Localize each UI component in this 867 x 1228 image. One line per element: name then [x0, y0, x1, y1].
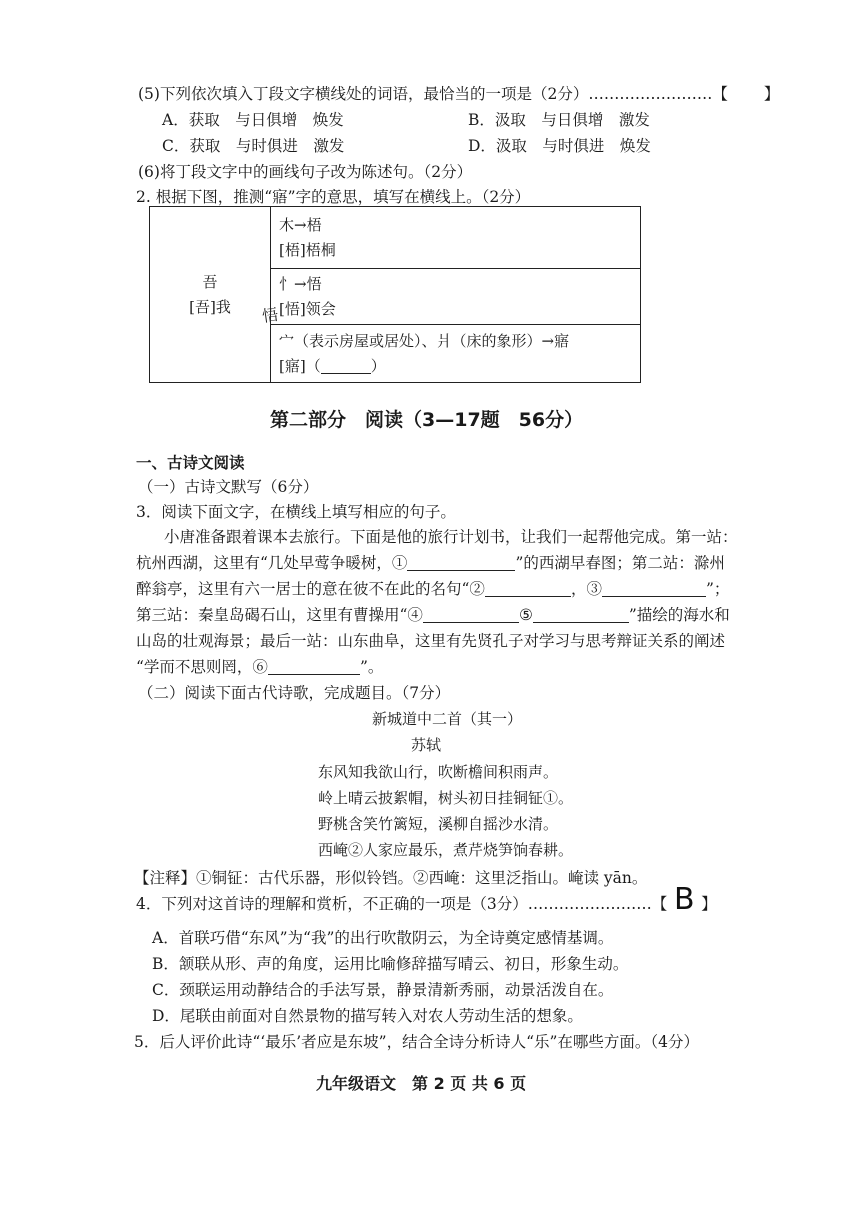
row1-meaning: [梧]梧桐: [279, 240, 336, 259]
q3-text-3a: 醉翁亭，这里有六一居士的意在彼不在此的名句“②: [136, 580, 485, 598]
q3-stem: 3．阅读下面文字，在横线上填写相应的句子。: [136, 503, 456, 521]
q3-text-4c: ”描绘的海水和: [628, 606, 730, 624]
q3-text-2a: 杭州西湖，这里有“几处早莺争暖树，①: [136, 554, 408, 572]
section-1-2-heading: （二）阅读下面古代诗歌，完成题目。（7分）: [138, 684, 451, 702]
row3-meaning-close: ）: [370, 356, 386, 375]
blank-3[interactable]: [602, 580, 706, 597]
table-left-char: 吾: [202, 272, 218, 291]
q4-option-b: B．颔联从形、声的角度，运用比喻修辞描写晴云、初日，形象生动。: [152, 955, 629, 973]
page-footer: 九年级语文 第 2 页 共 6 页: [316, 1074, 527, 1093]
q3-para-line-4: [136, 603, 730, 625]
q3-text-3b: ，③: [570, 580, 602, 598]
q3-text-6b: ”。: [359, 658, 384, 676]
row3-formation: 宀（表示房屋或居处）、爿（床的象形）→寤: [279, 331, 570, 350]
q4-option-c: C．颈联运用动静结合的手法写景，静景清新秀丽，动景活泼自在。: [152, 981, 614, 999]
q5-option-b: B．汲取 与日俱增 激发: [468, 111, 650, 129]
q3-text-6a: “学而不思则罔，⑥: [136, 658, 268, 676]
poem-line-1: 东风知我欲山行，吹断檐间积雨声。: [318, 763, 559, 781]
part2-heading: 第二部分 阅读（3—17题 56分）: [270, 409, 584, 431]
poem-line-3: 野桃含笑竹篱短，溪柳自摇沙水清。: [318, 815, 559, 833]
q5-option-a: A．获取 与日俱增 焕发: [162, 111, 344, 129]
poem-line-4: 西崦②人家应最乐，煮芹烧笋饷春耕。: [318, 841, 574, 859]
q3-para-line-6: [136, 655, 383, 677]
q4-dots: ……………………: [527, 895, 652, 913]
blank-4[interactable]: [423, 606, 519, 623]
handwritten-scribble: 悟: [260, 304, 280, 327]
table-row-3: [271, 325, 641, 383]
q5-bracket-close: 】: [763, 85, 780, 103]
q3-para-line-1: 小唐准备跟着课本去旅行。下面是他的旅行计划书，让我们一起帮他完成。第一站：: [164, 528, 738, 546]
blank-5[interactable]: [533, 606, 629, 623]
blank-2[interactable]: [485, 580, 571, 597]
table-left-meaning: [吾]我: [189, 297, 231, 316]
table-row-2: [271, 269, 641, 325]
q3-text-3c: ”；: [705, 580, 730, 598]
q3-text-2b: ”的西湖早春图；第二站：滁州: [515, 554, 725, 572]
poem-line-2: 岭上晴云披絮帽，树头初日挂铜钲①。: [318, 789, 574, 807]
row3-meaning-line: [279, 354, 632, 379]
q4-option-a: A．首联巧借“东风”为“我”的出行吹散阴云，为全诗奠定感情基调。: [152, 929, 614, 947]
poem-author: 苏轼: [411, 736, 442, 754]
q6-stem: (6)将丁段文字中的画线句子改为陈述句。（2分）: [138, 163, 473, 181]
blank-6[interactable]: [268, 658, 360, 675]
q4-stem: 4．下列对这首诗的理解和赏析，不正确的一项是（3分）: [136, 895, 528, 913]
q3-para-line-3: [136, 577, 729, 599]
q4-bracket-open: 【: [651, 895, 668, 913]
section-1-1-heading: （一）古诗文默写（6分）: [138, 478, 319, 496]
q5-option-d: D．汲取 与时俱进 焕发: [468, 137, 651, 155]
q5-option-c: C．获取 与时俱进 激发: [162, 137, 345, 155]
section-1-heading: 一、古诗文阅读: [136, 453, 245, 472]
q5-bracket-open: 【: [712, 85, 728, 103]
q5-analysis-stem: 5．后人评价此诗“‘最乐’者应是东坡”，结合全诗分析诗人“乐”在哪些方面。（4分）: [134, 1033, 700, 1051]
row1-formation: 木→梧: [279, 215, 322, 234]
blank-1[interactable]: [407, 554, 515, 571]
row3-answer-blank[interactable]: [321, 357, 371, 374]
q5-stem-line: [138, 82, 779, 104]
table-left-cell: [150, 207, 271, 383]
poem-title: 新城道中二首（其一）: [372, 710, 523, 728]
row2-formation: 忄→悟: [279, 274, 322, 293]
q3-para-line-2: [136, 551, 725, 573]
row3-meaning-open: [寤]（: [279, 356, 321, 375]
q4-stem-line: [136, 882, 717, 917]
q3-text-4b: ⑤: [518, 606, 533, 624]
q3-para-line-5: 山岛的壮观海景；最后一站：山东曲阜，这里有先贤孔子对学习与思考辩证关系的阐述: [136, 632, 726, 650]
character-table: [149, 206, 641, 383]
q4-option-d: D．尾联由前面对自然景物的描写转入对农人劳动生活的想象。: [152, 1007, 583, 1025]
q4-handwritten-answer: B: [673, 882, 695, 917]
q4-bracket-close: 】: [701, 895, 717, 913]
row2-meaning: [悟]领会: [279, 299, 336, 318]
table-row-1: [271, 207, 641, 269]
poem-notes: 【注释】①铜钲：古代乐器，形似铃铛。②西崦：这里泛指山。崦读 yān。: [134, 869, 648, 887]
q5-stem: (5)下列依次填入丁段文字横线处的词语，最恰当的一项是（2分）: [138, 85, 589, 103]
q3-text-4a: 第三站：秦皇岛碣石山，这里有曹操用“④: [136, 606, 423, 624]
q5-dots: ……………………: [588, 85, 713, 103]
q2-stem: 2. 根据下图，推测“寤”字的意思，填写在横线上。（2分）: [136, 188, 531, 206]
